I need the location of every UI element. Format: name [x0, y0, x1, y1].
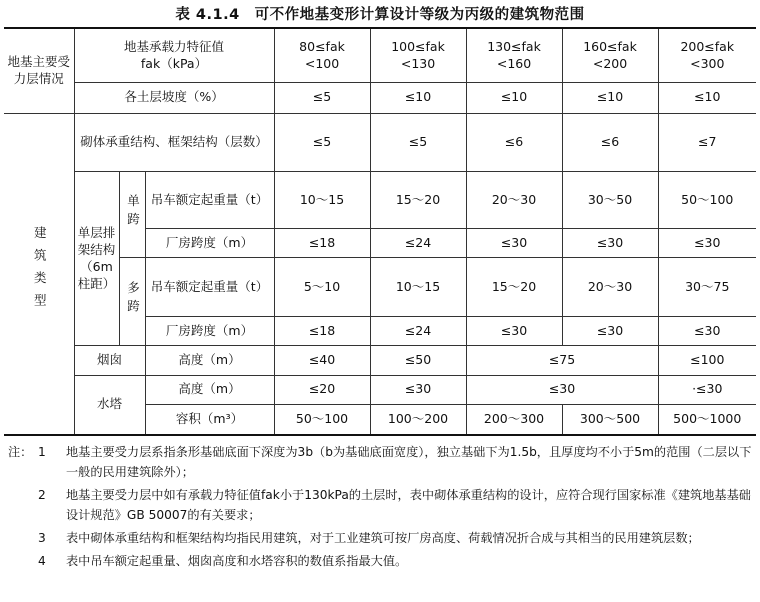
- multi-plant-value: ≤30: [562, 317, 658, 346]
- slope-value: ≤10: [466, 83, 562, 113]
- note-text: 表中吊车额定起重量、烟囱高度和水塔容积的数值系指最大值。: [66, 554, 408, 568]
- single-crane-value: 30～50: [562, 172, 658, 229]
- chimney-value: ≤40: [274, 346, 370, 375]
- bearing-range-cell: [658, 28, 756, 83]
- single-span-cell: [119, 172, 145, 258]
- notes-prefix: 注：: [8, 445, 33, 459]
- masonry-value: ≤6: [466, 113, 562, 172]
- single-crane-value: 50～100: [658, 172, 756, 229]
- bearing-range-top: 160≤fak: [583, 38, 637, 54]
- masonry-value: ≤5: [370, 113, 466, 172]
- masonry-value: ≤5: [274, 113, 370, 172]
- water-height-value: ≤30: [370, 375, 466, 404]
- bearing-range-bottom: <100: [304, 55, 340, 71]
- note-number: 3: [38, 531, 46, 545]
- slope-value: ≤10: [370, 83, 466, 113]
- plant-span-label: 厂房跨度（m）: [145, 228, 274, 257]
- volume-value: 50～100: [274, 405, 370, 435]
- layer-header: 地基主要受力层情况: [7, 53, 70, 86]
- slope-value: ≤5: [274, 83, 370, 113]
- bearing-range-cell: [370, 28, 466, 83]
- single-plant-value: ≤30: [658, 228, 756, 257]
- table-row: [4, 375, 756, 404]
- bearing-range-top: 130≤fak: [487, 38, 541, 54]
- chimney-label: 烟囱: [74, 346, 145, 375]
- table-title: 表 4.1.4 可不作地基变形计算设计等级为丙级的建筑物范围: [175, 7, 585, 23]
- volume-label: 容积（m³）: [145, 405, 274, 435]
- masonry-value: ≤6: [562, 113, 658, 172]
- multi-plant-value: ≤30: [466, 317, 562, 346]
- bearing-range-cell: [274, 28, 370, 83]
- bearing-label-cell: [74, 28, 274, 83]
- note-item: [8, 485, 752, 525]
- bearing-range-bottom: <130: [400, 55, 436, 71]
- bearing-range-bottom: <160: [496, 55, 532, 71]
- single-plant-value: ≤24: [370, 228, 466, 257]
- water-tower-label: 水塔: [74, 375, 145, 435]
- crane-label: 吊车额定起重量（t）: [145, 172, 274, 229]
- single-plant-value: ≤30: [562, 228, 658, 257]
- chimney-value: ≤50: [370, 346, 466, 375]
- masonry-value: ≤7: [658, 113, 756, 172]
- bearing-label-line2: fak（kPa）: [140, 55, 208, 71]
- table-row: [4, 28, 756, 83]
- single-crane-value: 10～15: [274, 172, 370, 229]
- volume-value: 200～300: [466, 405, 562, 435]
- note-number: 1: [38, 445, 46, 459]
- note-text: 表中砌体承重结构和框架结构均指民用建筑，对于工业建筑可按厂房高度、荷载情况折合成与其相当的民用建筑层数；: [66, 531, 700, 545]
- note-item: [8, 442, 752, 482]
- bearing-range-cell: [562, 28, 658, 83]
- building-scope-table: [4, 27, 756, 436]
- chimney-value: ≤100: [658, 346, 756, 375]
- single-span-label: 单跨: [125, 193, 141, 231]
- bearing-range-top: 200≤fak: [680, 38, 735, 54]
- notes: [8, 442, 752, 574]
- single-plant-value: ≤30: [466, 228, 562, 257]
- note-text: 地基主要受力层中如有承载力特征值fak小于130kPa的土层时，表中砌体承重结构的设计，应符合现行国家标准《建筑地基基础设计规范》GB 50007的有关要求；: [66, 488, 751, 522]
- crane-label: 吊车额定起重量（t）: [145, 258, 274, 317]
- building-type-cell: [4, 113, 74, 435]
- single-crane-value: 15～20: [370, 172, 466, 229]
- table-row: [4, 113, 756, 172]
- masonry-label: 砌体承重结构、框架结构（层数）: [74, 113, 274, 172]
- water-height-value: ≤30: [466, 375, 658, 404]
- multi-crane-value: 15～20: [466, 258, 562, 317]
- plant-span-label: 厂房跨度（m）: [145, 317, 274, 346]
- height-label: 高度（m）: [145, 346, 274, 375]
- bearing-range-top: 80≤fak: [299, 38, 345, 54]
- note-number: 4: [38, 554, 46, 568]
- multi-crane-value: 10～15: [370, 258, 466, 317]
- table-row: [4, 83, 756, 113]
- volume-value: 100～200: [370, 405, 466, 435]
- note-number: 2: [38, 488, 46, 502]
- slope-label: 各土层坡度（%）: [74, 83, 274, 113]
- note-text: 地基主要受力层系指条形基础底面下深度为3b（b为基础底面宽度），独立基础下为1.5b，且厚度均不小于5m的范围（二层以下一般的民用建筑除外）；: [66, 445, 752, 479]
- slope-value: ≤10: [658, 83, 756, 113]
- water-height-value: ≤20: [274, 375, 370, 404]
- note-item: [8, 551, 752, 571]
- building-type-label: 建筑类型: [32, 226, 48, 317]
- multi-crane-value: 5～10: [274, 258, 370, 317]
- layer-header-cell: [4, 28, 74, 113]
- multi-plant-value: ≤30: [658, 317, 756, 346]
- bearing-range-top: 100≤fak: [391, 38, 445, 54]
- bearing-range-bottom: <200: [592, 55, 628, 71]
- single-story-label: 单层排架结构（6m柱距）: [74, 172, 119, 346]
- table-row: [4, 346, 756, 375]
- note-item: [8, 528, 752, 548]
- table-row: [4, 172, 756, 229]
- volume-value: 300～500: [562, 405, 658, 435]
- bearing-range-bottom: <300: [690, 55, 725, 71]
- water-height-value: ·≤30: [658, 375, 756, 404]
- slope-value: ≤10: [562, 83, 658, 113]
- multi-plant-value: ≤18: [274, 317, 370, 346]
- height-label: 高度（m）: [145, 375, 274, 404]
- volume-value: 500～1000: [658, 405, 756, 435]
- multi-crane-value: 30～75: [658, 258, 756, 317]
- chimney-value: ≤75: [466, 346, 658, 375]
- multi-crane-value: 20～30: [562, 258, 658, 317]
- bearing-label-line1: 地基承载力特征值: [124, 38, 225, 54]
- single-plant-value: ≤18: [274, 228, 370, 257]
- multi-plant-value: ≤24: [370, 317, 466, 346]
- multi-span-cell: [119, 258, 145, 346]
- multi-span-label: 多跨: [125, 280, 141, 318]
- single-crane-value: 20～30: [466, 172, 562, 229]
- bearing-range-cell: [466, 28, 562, 83]
